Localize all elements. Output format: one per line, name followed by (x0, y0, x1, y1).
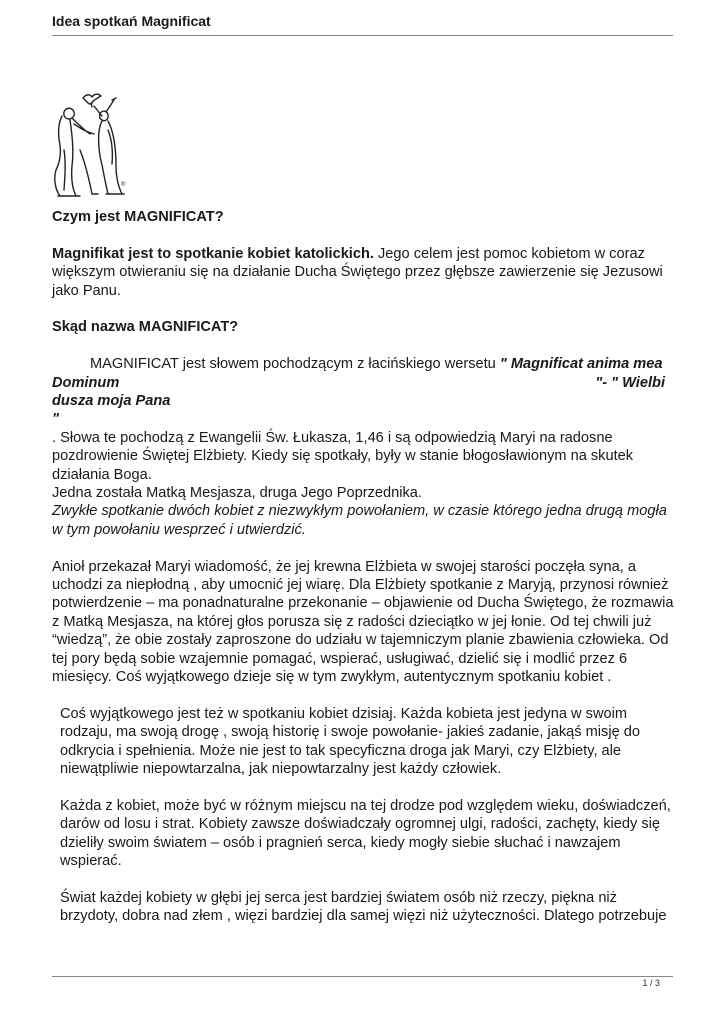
verse-polish-part-b: dusza moja Pana (52, 393, 171, 410)
mothers-paragraph: Jedna została Matką Mesjasza, druga Jego Poprzednika. (52, 485, 422, 502)
page-number: 1 / 3 (642, 978, 660, 988)
registered-mark: ® (121, 182, 126, 188)
today-paragraph: Coś wyjątkowego jest też w spotkaniu kobiet dzisiaj. Każda kobieta jest jedyna w swoim rodzaju, ma swoją drogę , swoją historię i swoje powołanie- jakieś zadanie, jakąś misję do odkrycia i spełnienia. Może nie jest to tak specyficzna droga jak Maryi, czy Elżbiety, ale niewątpliwie niepowtarzalna, jak niepowtarzalny jest każdy człowiek. (60, 705, 640, 778)
world-paragraph: Świat każdej kobiety w głębi jej serca jest bardziej światem osób niż rzeczy, piękna niż brzydoty, dobra nad złem , więzi bardziej dla samej więzi niż użyteczności. Dlatego potrzebuje (60, 889, 667, 925)
heading-name-origin: Skąd nazwa MAGNIFICAT? (52, 319, 239, 336)
document-header-title: Idea spotkań Magnificat (52, 13, 211, 29)
intro-text: Jego celem jest pomoc kobietom w coraz większym otwieraniu się na działanie Ducha Świętego przez głębsze zawierzenie się Jezusowi jako Panu. (52, 245, 663, 299)
verse-latin-part-b: Dominum (52, 374, 120, 391)
header-divider (52, 35, 673, 36)
italic-paragraph: Zwykłe spotkanie dwóch kobiet z niezwykłym powołaniem, w czasie którego jedna drugą mogła w tym powołaniu wesprzeć i utwierdzić. (52, 503, 667, 538)
verse-polish-part-a: Wielbi (622, 374, 665, 391)
angel-paragraph: Anioł przekazał Maryi wiadomość, że jej krewna Elżbieta w swojej starości poczęła syna, a uchodzi za niepłodną , aby umocnić jej wiarę. Dla Elżbiety spotkanie z Maryją, przynosi również potwierdzenie – ma ponadnaturalne przekonanie – objawienie od Ducha Świętego, że rozmawia z Matką Mesjasza, na której głos porusza się z radości dzieciątko w jej łonie. Od tej chwili już “wiedzą”, że obie zostały zaproszone do udziału w tajemniczym planie zbawienia człowieka. Od tej pory będą sobie wzajemnie pomagać, wspierać, usługiwać, dzielić się i modlić przez 6 miesięcy. Coś wyjątkowego dzieje się w tym zwykłym, autentycznym spotkaniu kobiet . (52, 558, 674, 686)
verse-lead-line (52, 355, 677, 373)
verse-latin-line (52, 374, 677, 392)
verse-quote-close: " (52, 411, 59, 428)
footer-divider (52, 976, 673, 977)
each-woman-paragraph: Każda z kobiet, może być w różnym miejscu na tej drodze pod względem wieku, doświadczeń, darów od losu i strat. Kobiety zawsze doświadczały ogromnej ulgi, radości, zachęty, kiedy się dzieliły swoim światem – osób i pragnień serca, kiedy mogły siebie słuchać i nawzajem wspierać. (60, 797, 671, 870)
source-paragraph: . Słowa te pochodzą z Ewangelii Św. Łukasza, 1,46 i są odpowiedzią Maryi na radosne pozdrowienie Świętej Elżbiety. Kiedy się spotkały, były w stanie błogosławionym na skutek działania Boga. (52, 429, 634, 483)
verse-separator: "- " (595, 374, 619, 391)
heading-what-is (52, 208, 677, 226)
heading-what-is-text: Czym jest MAGNIFICAT? (52, 209, 224, 225)
verse-latin-part-a: Magnificat anima mea (510, 356, 663, 373)
magnificat-visitation-logo-icon (50, 90, 134, 210)
verse-quote-open: " (499, 356, 511, 373)
intro-paragraph (52, 245, 677, 300)
verse-lead-text: MAGNIFICAT jest słowem pochodzącym z łacińskiego wersetu (90, 356, 500, 373)
article-body (52, 208, 677, 926)
intro-bold-text: Magnifikat jest to spotkanie kobiet katolickich. (52, 245, 374, 262)
